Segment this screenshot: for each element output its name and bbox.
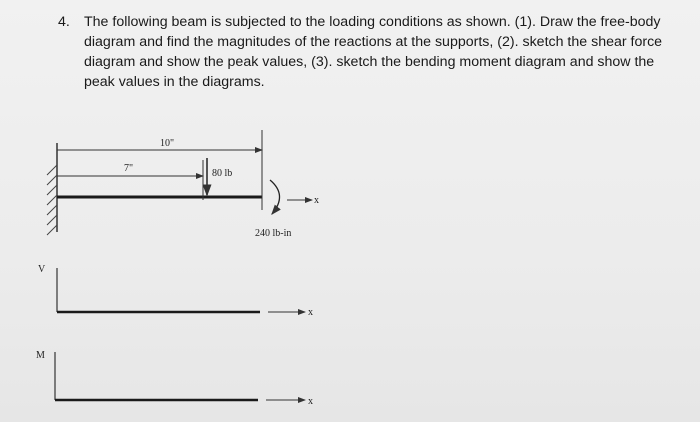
dimension-10in-label: 10"	[160, 138, 175, 149]
dimension-7in-label: 7"	[124, 163, 134, 174]
moment-label: 240 lb-in	[255, 228, 292, 239]
fixed-wall-support	[47, 143, 57, 235]
moment-axis-label: M	[36, 350, 45, 361]
shear-axis-label: V	[38, 264, 46, 275]
dimension-10in	[57, 138, 262, 150]
beam-x-axis-label: x	[314, 195, 319, 206]
shear-diagram-axes	[38, 264, 313, 318]
shear-x-axis-label: x	[308, 307, 313, 318]
dimension-7in	[57, 160, 203, 200]
point-load-80lb	[207, 158, 232, 195]
moment-x-axis-label: x	[308, 396, 313, 407]
moment-240lbin	[255, 180, 291, 239]
moment-diagram-axes	[36, 350, 313, 407]
point-load-label: 80 lb	[212, 168, 233, 179]
beam-x-axis	[287, 195, 319, 206]
problem-text: The following beam is subjected to the loading conditions as shown. (1). Draw the free-body diagram and find the magnitudes of the reactions at the supports, (2). sketch the shear force diagram and show the peak values, (3). sketch the bending moment diagram and show the peak values in the diagrams.	[84, 14, 663, 90]
problem-number: 4.	[58, 14, 70, 30]
